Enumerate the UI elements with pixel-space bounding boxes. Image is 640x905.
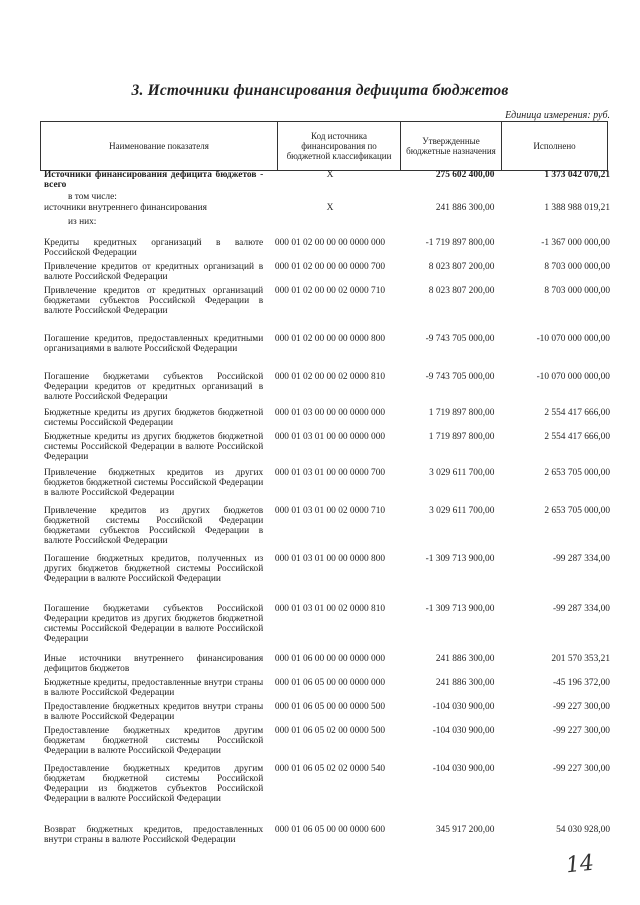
row-code: 000 01 06 05 02 00 0000 500 (274, 726, 386, 736)
row-approved: 241 886 300,00 (435, 678, 495, 688)
table-row (44, 702, 610, 726)
row-executed: 2 554 417 666,00 (544, 432, 610, 442)
row-code: 000 01 03 01 00 00 0000 700 (274, 468, 386, 478)
row-approved: 275 602 400,00 (435, 170, 495, 180)
row-code: 000 01 06 05 02 02 0000 540 (274, 764, 386, 774)
row-name: Привлечение кредитов от кредитных организаций в валюте Российской Федерации (44, 262, 264, 283)
row-name: Бюджетные кредиты из других бюджетов бюджетной системы Российской Федерации (44, 408, 264, 429)
row-code: X (326, 170, 334, 180)
unit-label: Единица измерения: руб. (505, 110, 610, 121)
row-executed: 201 570 353,21 (551, 654, 610, 664)
table-row (44, 238, 610, 262)
row-code: 000 01 02 00 00 02 0000 710 (274, 286, 386, 296)
row-executed: 1 373 042 070,21 (544, 170, 610, 180)
table-row (44, 372, 610, 408)
row-name: Погашение бюджетами субъектов Российской Федерации кредитов из других бюджетов бюджетной системы Российской Федерации в валюте Российской Федерации (44, 604, 264, 645)
row-name: в том числе: (68, 192, 117, 202)
row-executed: 8 703 000 000,00 (544, 286, 610, 296)
row-name: из них: (68, 217, 97, 227)
row-name: Погашение кредитов, предоставленных кредитными организациями в валюте Российской Федерации (44, 334, 264, 355)
table-header (40, 121, 608, 171)
row-approved: -1 719 897 800,00 (425, 238, 495, 248)
row-code: X (326, 203, 334, 213)
table-row (44, 726, 610, 764)
row-executed: -99 227 300,00 (552, 764, 610, 774)
row-code: 000 01 03 00 00 00 0000 000 (274, 408, 386, 418)
row-code: 000 01 03 01 00 02 0000 710 (274, 506, 386, 516)
header-name: Наименование показателя (41, 122, 278, 171)
row-name: Привлечение кредитов из других бюджетов бюджетной системы Российской Федерации бюджетами субъектов Российской Федерации в валюте Российской Федерации (44, 506, 264, 547)
row-approved: 1 719 897 800,00 (428, 432, 495, 442)
row-approved: -104 030 900,00 (432, 764, 495, 774)
row-approved: 3 029 611 700,00 (429, 506, 495, 516)
table-row (44, 468, 610, 506)
row-approved: 3 029 611 700,00 (429, 468, 495, 478)
table-row (44, 170, 610, 192)
row-approved: -104 030 900,00 (432, 726, 495, 736)
page-number: 14 (564, 850, 596, 879)
row-executed: 2 653 705 000,00 (544, 506, 610, 516)
row-approved: -9 743 705 000,00 (425, 372, 495, 382)
row-name: Бюджетные кредиты, предоставленные внутри страны в валюте Российской Федерации (44, 678, 264, 699)
row-executed: -99 227 300,00 (552, 702, 610, 712)
section-title: 3. Источники финансирования дефицита бюджетов (131, 82, 509, 99)
row-name: Источники финансирования дефицита бюджетов - всего (44, 170, 264, 191)
row-name: Привлечение кредитов от кредитных организаций бюджетами субъектов Российской Федерации в валюте Российской Федерации (44, 286, 264, 317)
row-approved: 1 719 897 800,00 (428, 408, 495, 418)
row-executed: -99 287 334,00 (552, 604, 610, 614)
row-executed: -99 287 334,00 (552, 554, 610, 564)
table-row (44, 408, 610, 432)
row-executed: -10 070 000 000,00 (536, 334, 610, 344)
row-approved: -1 309 713 900,00 (425, 604, 495, 614)
table-row (44, 604, 610, 654)
row-executed: 2 554 417 666,00 (544, 408, 610, 418)
table-body (44, 170, 610, 861)
row-executed: -45 196 372,00 (552, 678, 610, 688)
row-name: Предоставление бюджетных кредитов другим бюджетам бюджетной системы Российской Федерации в валюте Российской Федерации (44, 726, 264, 757)
table-row (44, 825, 610, 861)
row-executed: -99 227 300,00 (552, 726, 610, 736)
row-code: 000 01 06 05 00 00 0000 600 (274, 825, 386, 835)
row-name: Иные источники внутреннего финансирования дефицитов бюджетов (44, 654, 264, 675)
row-executed: 54 030 928,00 (556, 825, 610, 835)
table-row (44, 286, 610, 334)
row-approved: -9 743 705 000,00 (425, 334, 495, 344)
table-row (44, 654, 610, 678)
table-row (44, 432, 610, 468)
row-approved: 345 917 200,00 (435, 825, 495, 835)
row-code: 000 01 02 00 00 00 0000 700 (274, 262, 386, 272)
row-name: Кредиты кредитных организаций в валюте Российской Федерации (44, 238, 264, 259)
table-row (44, 554, 610, 604)
row-name: Привлечение бюджетных кредитов из других бюджетов бюджетной системы Российской Федерации в валюте Российской Федерации (44, 468, 264, 499)
row-approved: -1 309 713 900,00 (425, 554, 495, 564)
row-code: 000 01 06 05 00 00 0000 500 (274, 702, 386, 712)
table-row (44, 764, 610, 825)
table-row (44, 203, 610, 217)
row-code: 000 01 06 00 00 00 0000 000 (274, 654, 386, 664)
row-executed: 2 653 705 000,00 (544, 468, 610, 478)
row-name: Погашение бюджетных кредитов, полученных из других бюджетов бюджетной системы Российской Федерации в валюте Российской Федерации (44, 554, 264, 585)
row-executed: -10 070 000 000,00 (536, 372, 610, 382)
table-row (44, 262, 610, 286)
table-row (44, 192, 610, 203)
row-code: 000 01 03 01 00 02 0000 810 (274, 604, 386, 614)
row-name: Погашение бюджетами субъектов Российской Федерации кредитов от кредитных организаций в валюте Российской Федерации (44, 372, 264, 403)
row-executed: 8 703 000 000,00 (544, 262, 610, 272)
table-row (44, 334, 610, 372)
row-name: Предоставление бюджетных кредитов другим бюджетам бюджетной системы Российской Федерации из бюджетов субъектов Российской Федерации в валюте Российской Федерации (44, 764, 264, 805)
row-code: 000 01 03 01 00 00 0000 000 (274, 432, 386, 442)
header-executed: Исполнено (502, 122, 608, 171)
table-row (44, 506, 610, 554)
row-code: 000 01 03 01 00 00 0000 800 (274, 554, 386, 564)
header-code: Код источника финансирования по бюджетной классификации (278, 122, 401, 171)
row-name: Предоставление бюджетных кредитов внутри страны в валюте Российской Федерации (44, 702, 264, 723)
row-approved: -104 030 900,00 (432, 702, 495, 712)
row-executed: -1 367 000 000,00 (541, 238, 610, 248)
table-row (44, 217, 610, 238)
row-code: 000 01 06 05 00 00 0000 000 (274, 678, 386, 688)
row-approved: 241 886 300,00 (435, 203, 495, 213)
row-name: Возврат бюджетных кредитов, предоставленных внутри страны в валюте Российской Федерации (44, 825, 264, 846)
row-name: Бюджетные кредиты из других бюджетов бюджетной системы Российской Федерации в валюте Российской Федерации (44, 432, 264, 463)
row-approved: 8 023 807 200,00 (428, 286, 495, 296)
row-name: источники внутреннего финансирования (44, 203, 207, 213)
row-approved: 8 023 807 200,00 (428, 262, 495, 272)
table-row (44, 678, 610, 702)
row-code: 000 01 02 00 00 00 0000 000 (274, 238, 386, 248)
header-approved: Утвержденные бюджетные назначения (401, 122, 502, 171)
row-code: 000 01 02 00 00 00 0000 800 (274, 334, 386, 344)
row-code: 000 01 02 00 00 02 0000 810 (274, 372, 386, 382)
row-approved: 241 886 300,00 (435, 654, 495, 664)
row-executed: 1 388 988 019,21 (544, 203, 610, 213)
